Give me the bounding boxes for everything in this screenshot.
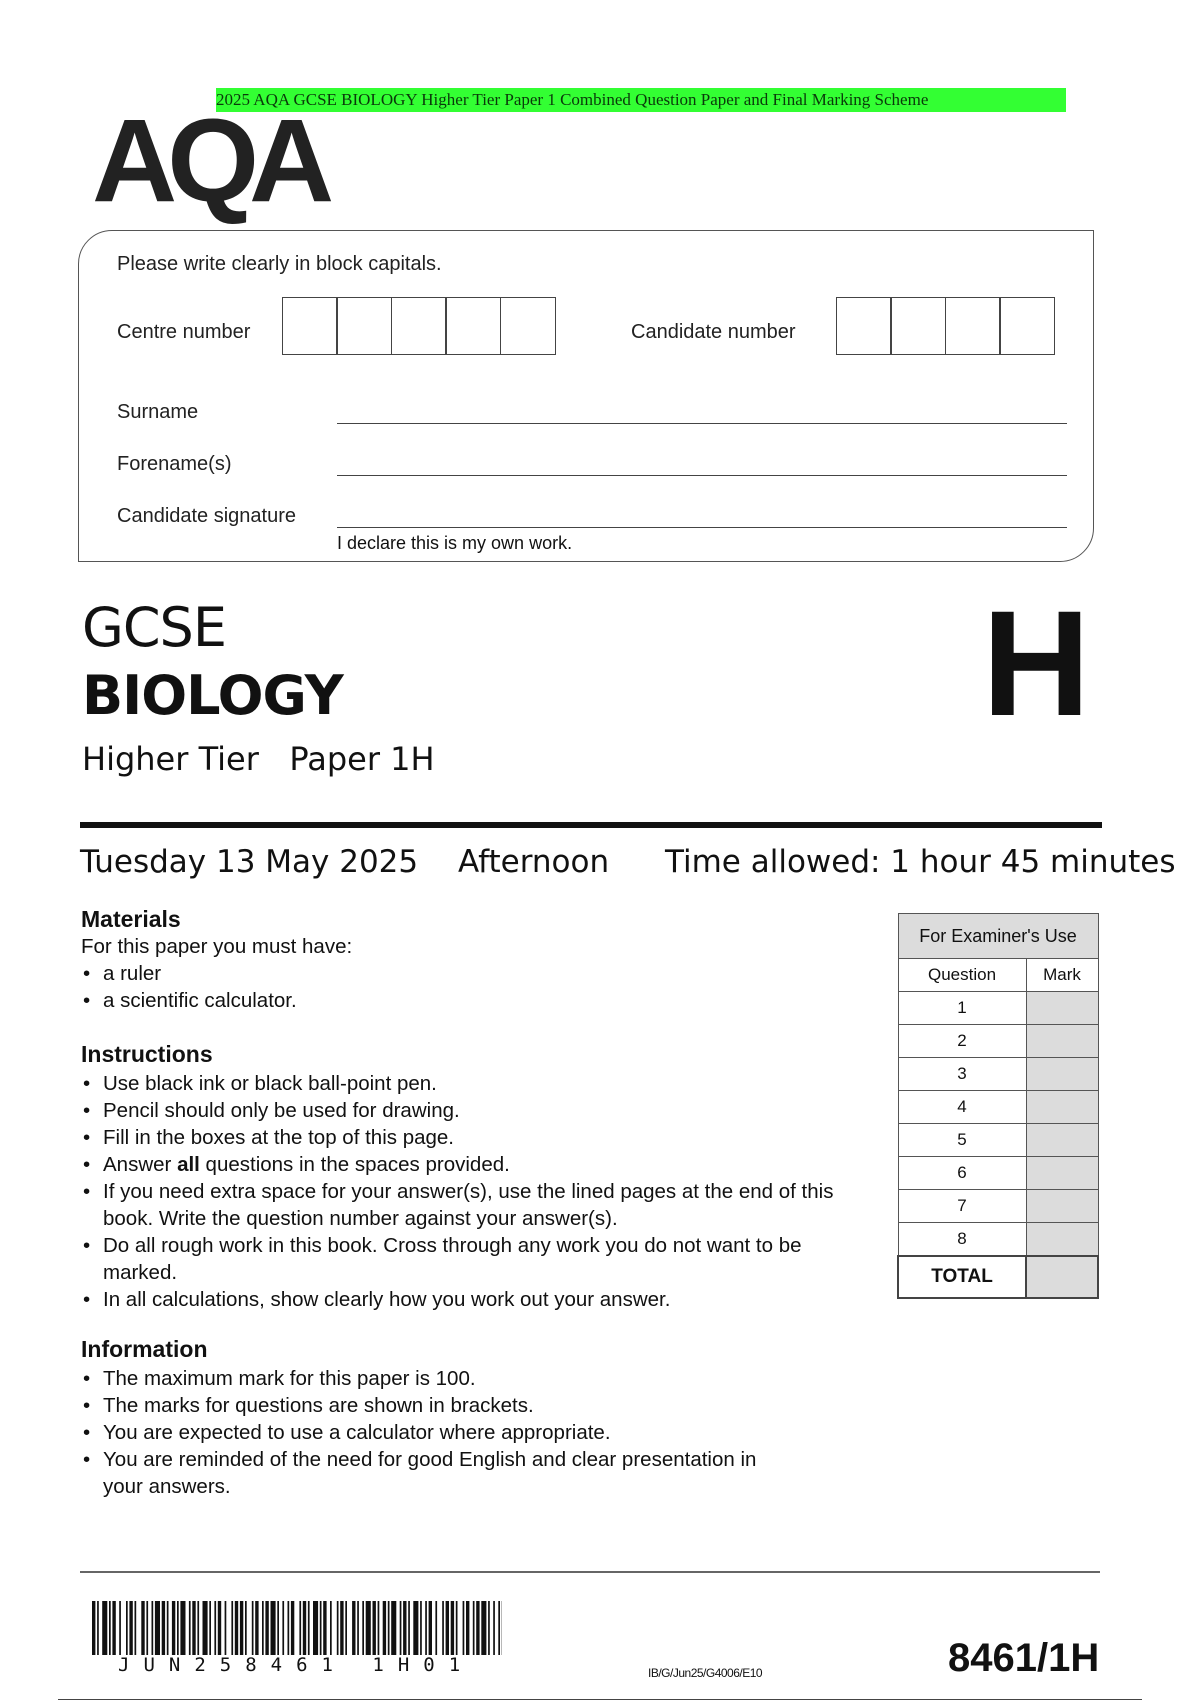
form-instruction: Please write clearly in block capitals. [117,253,442,275]
barcode-bar [391,1601,396,1655]
instructions-heading: Instructions [81,1041,213,1067]
mark-cell[interactable] [1026,1025,1098,1058]
answer-all-pre: Answer [103,1153,178,1176]
barcode-bar [197,1601,199,1655]
candidate-digit-box[interactable] [890,297,946,355]
barcode-bar [235,1601,238,1655]
signature-field[interactable] [337,527,1067,528]
question-number: 5 [898,1124,1026,1157]
barcode-bar [352,1601,355,1655]
list-item: • The marks for questions are shown in brackets. [81,1392,821,1419]
total-mark-cell[interactable] [1026,1256,1098,1298]
paper-label: Paper 1H [289,740,435,778]
barcode-bar [177,1601,179,1655]
aqa-logo: AQA [92,95,325,227]
question-column-header: Question [898,959,1026,992]
list-item: • Fill in the boxes at the top of this page. [81,1124,871,1151]
barcode-bar [400,1601,402,1655]
barcode-bar [320,1601,322,1655]
information-heading: Information [81,1336,208,1362]
barcode-bar [463,1601,465,1655]
question-number: 1 [898,992,1026,1025]
barcode-bar [203,1601,208,1655]
barcode-bar [126,1601,128,1655]
list-item: • a scientific calculator. [81,987,881,1014]
barcode-bar [129,1601,132,1655]
barcode-bar [109,1601,111,1655]
table-row [898,1058,1098,1091]
table-row [898,1157,1098,1190]
barcode-bar [451,1601,454,1655]
mark-cell[interactable] [1026,1124,1098,1157]
barcode-bar [299,1601,301,1655]
candidate-digit-box[interactable] [836,297,892,355]
barcode-bar [245,1601,247,1655]
answer-all-post: questions in the spaces provided. [199,1153,510,1176]
centre-digit-box[interactable] [336,297,392,355]
question-number: 6 [898,1157,1026,1190]
tier-letter: H [982,579,1091,747]
barcode-bar [277,1601,279,1655]
question-number: 7 [898,1190,1026,1223]
barcode-bar [473,1601,475,1655]
barcode-bar [271,1601,276,1655]
question-number: 4 [898,1091,1026,1124]
forename-label: Forename(s) [117,453,232,475]
list-item: • Use black ink or black ball-point pen. [81,1070,871,1097]
barcode-bar [262,1601,264,1655]
table-row [898,1223,1098,1257]
barcode-bar [442,1601,444,1655]
declaration-text: I declare this is my own work. [337,533,573,553]
examiner-use-table [897,913,1099,1299]
barcode-bar [388,1601,390,1655]
barcode-bar [155,1601,160,1655]
list-item: • You are reminded of the need for good English and clear presentation in your answers. [81,1446,783,1500]
question-number: 3 [898,1058,1026,1091]
centre-digit-box[interactable] [391,297,447,355]
barcode-bar [162,1601,165,1655]
barcode-bar [366,1601,371,1655]
centre-digit-box[interactable] [500,297,556,355]
answer-all-bold: all [177,1153,200,1176]
examiner-table-title: For Examiner's Use [898,914,1098,959]
barcode-bar [481,1601,486,1655]
question-number: 8 [898,1223,1026,1257]
barcode-bar [308,1601,310,1655]
barcode-bar [383,1601,386,1655]
list-item: • The maximum mark for this paper is 100. [81,1365,821,1392]
centre-number-boxes[interactable] [283,297,556,355]
qualification-title: GCSE [82,596,226,659]
table-row [898,1190,1098,1223]
divider [80,822,1102,828]
barcode-bar [282,1601,284,1655]
barcode-bar [425,1601,427,1655]
question-number: 2 [898,1025,1026,1058]
barcode-bar [252,1601,254,1655]
barcode-bar [403,1601,406,1655]
barcode-bar [476,1601,479,1655]
barcode-bar [146,1601,148,1655]
barcode-bar [288,1601,290,1655]
footer-divider [80,1571,1100,1573]
barcode-bar [112,1601,115,1655]
list-item: • Do all rough work in this book. Cross through any work you do not want to be marked. [81,1232,803,1286]
barcode-bar [429,1601,432,1655]
materials-section [81,906,881,1014]
barcode-bar [330,1601,332,1655]
barcode-bar [255,1601,258,1655]
barcode-bar [231,1601,233,1655]
barcode-bar [466,1601,469,1655]
barcode-bar [408,1601,410,1655]
instructions-list [81,1070,871,1313]
barcode-bar [313,1601,318,1655]
barcode-bar [192,1601,195,1655]
centre-digit-box[interactable] [282,297,338,355]
centre-number-label: Centre number [117,321,251,343]
mark-cell[interactable] [1026,1091,1098,1124]
barcode-bar [413,1601,418,1655]
materials-list [81,960,881,1014]
barcode-text: JUN258461 1H01 [118,1654,475,1676]
barcode-bar [362,1601,364,1655]
barcode-bar [97,1601,99,1655]
information-section [81,1336,821,1500]
barcode-bar [435,1601,437,1655]
materials-heading: Materials [81,906,181,932]
barcode-bar [493,1601,495,1655]
candidate-number-label: Candidate number [631,321,796,343]
barcode-bar [340,1601,343,1655]
candidate-digit-box[interactable] [945,297,1001,355]
barcode-bar [102,1601,107,1655]
barcode-bar [214,1601,216,1655]
barcode-bar [337,1601,339,1655]
mark-cell[interactable] [1026,992,1098,1025]
forename-field[interactable] [337,475,1067,476]
exam-session: Afternoon [458,844,610,880]
candidate-number-boxes[interactable] [837,297,1055,355]
mark-cell[interactable] [1026,1190,1098,1223]
mark-column-header: Mark [1026,959,1098,992]
mark-cell[interactable] [1026,1058,1098,1091]
list-item: • You are expected to use a calculator where appropriate. [81,1419,821,1446]
paper-code: 8461/1H [948,1636,1100,1680]
barcode-bar [189,1601,191,1655]
barcode-bar [446,1601,449,1655]
list-item [81,1151,871,1178]
barcode-bar [373,1601,376,1655]
candidate-details-form [78,230,1094,562]
barcode-bar [135,1601,137,1655]
barcode-bar [345,1601,347,1655]
table-row [898,1124,1098,1157]
signature-label: Candidate signature [117,505,297,527]
tier-paper [82,740,435,778]
surname-label: Surname [117,401,199,423]
list-item: • If you need extra space for your answer(s), use the lined pages at the end of this book. Write the question number against your answer(s). [81,1178,871,1232]
barcode-bar [152,1601,154,1655]
barcode-bar [119,1601,121,1655]
barcode-bar [225,1601,227,1655]
barcode-bar [488,1601,490,1655]
exam-date: Tuesday 13 May 2025 [80,844,419,880]
barcode-bar [265,1601,268,1655]
barcode-bar [209,1601,211,1655]
list-item: • a ruler [81,960,881,987]
barcode-bar [378,1601,380,1655]
instructions-section [81,1041,871,1313]
surname-field[interactable] [337,423,1067,424]
list-item: • Pencil should only be used for drawing. [81,1097,871,1124]
document-title-banner: 2025 AQA GCSE BIOLOGY Higher Tier Paper 1 Combined Question Paper and Final Marking Scheme [216,88,1066,112]
document-reference: IB/G/Jun25/G4006/E10 [648,1666,763,1680]
barcode-bar [141,1601,144,1655]
barcode-bar [420,1601,422,1655]
barcode-bar [303,1601,306,1655]
table-row [898,992,1098,1025]
barcode-bar [498,1601,500,1655]
table-row [898,1025,1098,1058]
total-label: TOTAL [898,1256,1026,1298]
barcode-bar [167,1601,169,1655]
candidate-digit-box[interactable] [999,297,1055,355]
tier-label: Higher Tier [82,740,259,778]
mark-cell[interactable] [1026,1157,1098,1190]
barcode-bar [456,1601,458,1655]
materials-intro: For this paper you must have: [81,935,353,958]
table-row [898,1091,1098,1124]
barcode-bar [291,1601,294,1655]
barcode-bar [323,1601,326,1655]
barcode [92,1601,502,1655]
centre-digit-box[interactable] [445,297,501,355]
subject-title: BIOLOGY [82,664,343,727]
barcode-bar [172,1601,175,1655]
information-list [81,1365,821,1500]
barcode-bar [357,1601,359,1655]
barcode-bar [92,1601,95,1655]
time-allowed: Time allowed: 1 hour 45 minutes [665,844,1176,880]
barcode-bar [218,1601,221,1655]
list-item: • In all calculations, show clearly how you work out your answer. [81,1286,871,1313]
barcode-bar [180,1601,185,1655]
barcode-bar [240,1601,243,1655]
mark-cell[interactable] [1026,1223,1098,1257]
